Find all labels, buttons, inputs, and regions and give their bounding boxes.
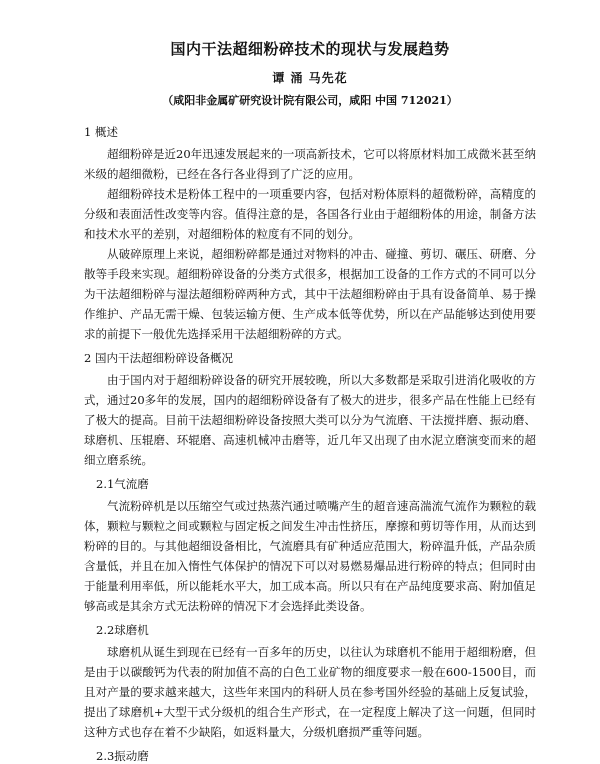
- subsection-heading-ball-mill: 2.2球磨机: [96, 623, 149, 637]
- paragraph: 超细粉碎技术是粉体工程中的一项重要内容，包括对粉体原料的超微粉碎，高精度的分级和表面活性改变等内容。值得注意的是，各国各行业由于超细粉体的用途，制备方法和技术水平的差别，对超细粉体的粒度有不同的划分。: [84, 187, 536, 241]
- paragraph: 气流粉碎机是以压缩空气或过热蒸汽通过喷嘴产生的超音速高湍流气流作为颗粒的载体，颗粒与颗粒之间或颗粒与固定板之间发生冲击性挤压，摩擦和剪切等作用，从而达到粉碎的目的。与其他超细设备相比，气流磨具有矿种适应范围大，粉碎温升低，产品杂质含量低，并且在加入惰性气体保护的情况下可以对易燃易爆品进行粉碎的特点；但同时由于能量利用率低，所以能耗水平大，加工成本高。所以只有在产品纯度要求高、附加值足够高或是其余方式无法粉碎的情况下才会选择此类设备。: [84, 499, 536, 613]
- paragraph: 超细粉碎是近20年迅速发展起来的一项高新技术，它可以将原材料加工成微米甚至纳米级的超细微粉，已经在各行各业得到了广泛的应用。: [84, 147, 536, 181]
- paper-authors: 谭 涌 马先花: [272, 71, 348, 85]
- subsection-heading-vibration-mill: 2.3振动磨: [96, 749, 149, 763]
- paper-title: 国内干法超细粉碎技术的现状与发展趋势: [170, 40, 450, 58]
- subsection-heading-jet-mill: 2.1气流磨: [96, 477, 149, 491]
- paragraph: 球磨机从诞生到现在已经有一百多年的历史，以往认为球磨机不能用于超细粉磨，但是由于以碳酸钙为代表的附加值不高的白色工业矿物的细度要求一般在600-1500目，而且对产量的要求越来越大，这些年来国内的科研人员在参考国外经验的基础上反复试验，提出了球磨机+大型干式分级机的组合生产形式，在一定程度上解决了这一问题，但同时这种方式也存在着不少缺陷，如返料量大，分级机磨损严重等问题。: [84, 645, 536, 739]
- paper-affiliation: （咸阳非金属矿研究设计院有限公司，咸阳 中国 712021）: [162, 94, 458, 107]
- section-heading-overview: 1 概述: [84, 125, 118, 139]
- paragraph: 从破碎原理上来说，超细粉碎都是通过对物料的冲击、碰撞、剪切、碾压、研磨、分散等手段来实现。超细粉碎设备的分类方式很多，根据加工设备的工作方式的不同可以分为干法超细粉碎与湿法超细粉碎两种方式，其中干法超细粉碎由于具有设备简单、易于操作维护、产品无需干燥、包装运输方便、生产成本低等优势，所以在产品能够达到使用要求的前提下一般优先选择采用干法超细粉碎的方式。: [84, 247, 536, 341]
- paragraph: 由于国内对于超细粉碎设备的研究开展较晚，所以大多数都是采取引进消化吸收的方式，通过20多年的发展，国内的超细粉碎设备有了极大的进步，很多产品在性能上已经有了极大的提高。目前干法超细粉碎设备按照大类可以分为气流磨、干法搅拌磨、振动磨、球磨机、压辊磨、环辊磨、高速机械冲击磨等，近几年又出现了由水泥立磨演变而来的超细立磨系统。: [84, 373, 536, 467]
- section-heading-equipment: 2 国内干法超细粉碎设备概况: [84, 351, 233, 365]
